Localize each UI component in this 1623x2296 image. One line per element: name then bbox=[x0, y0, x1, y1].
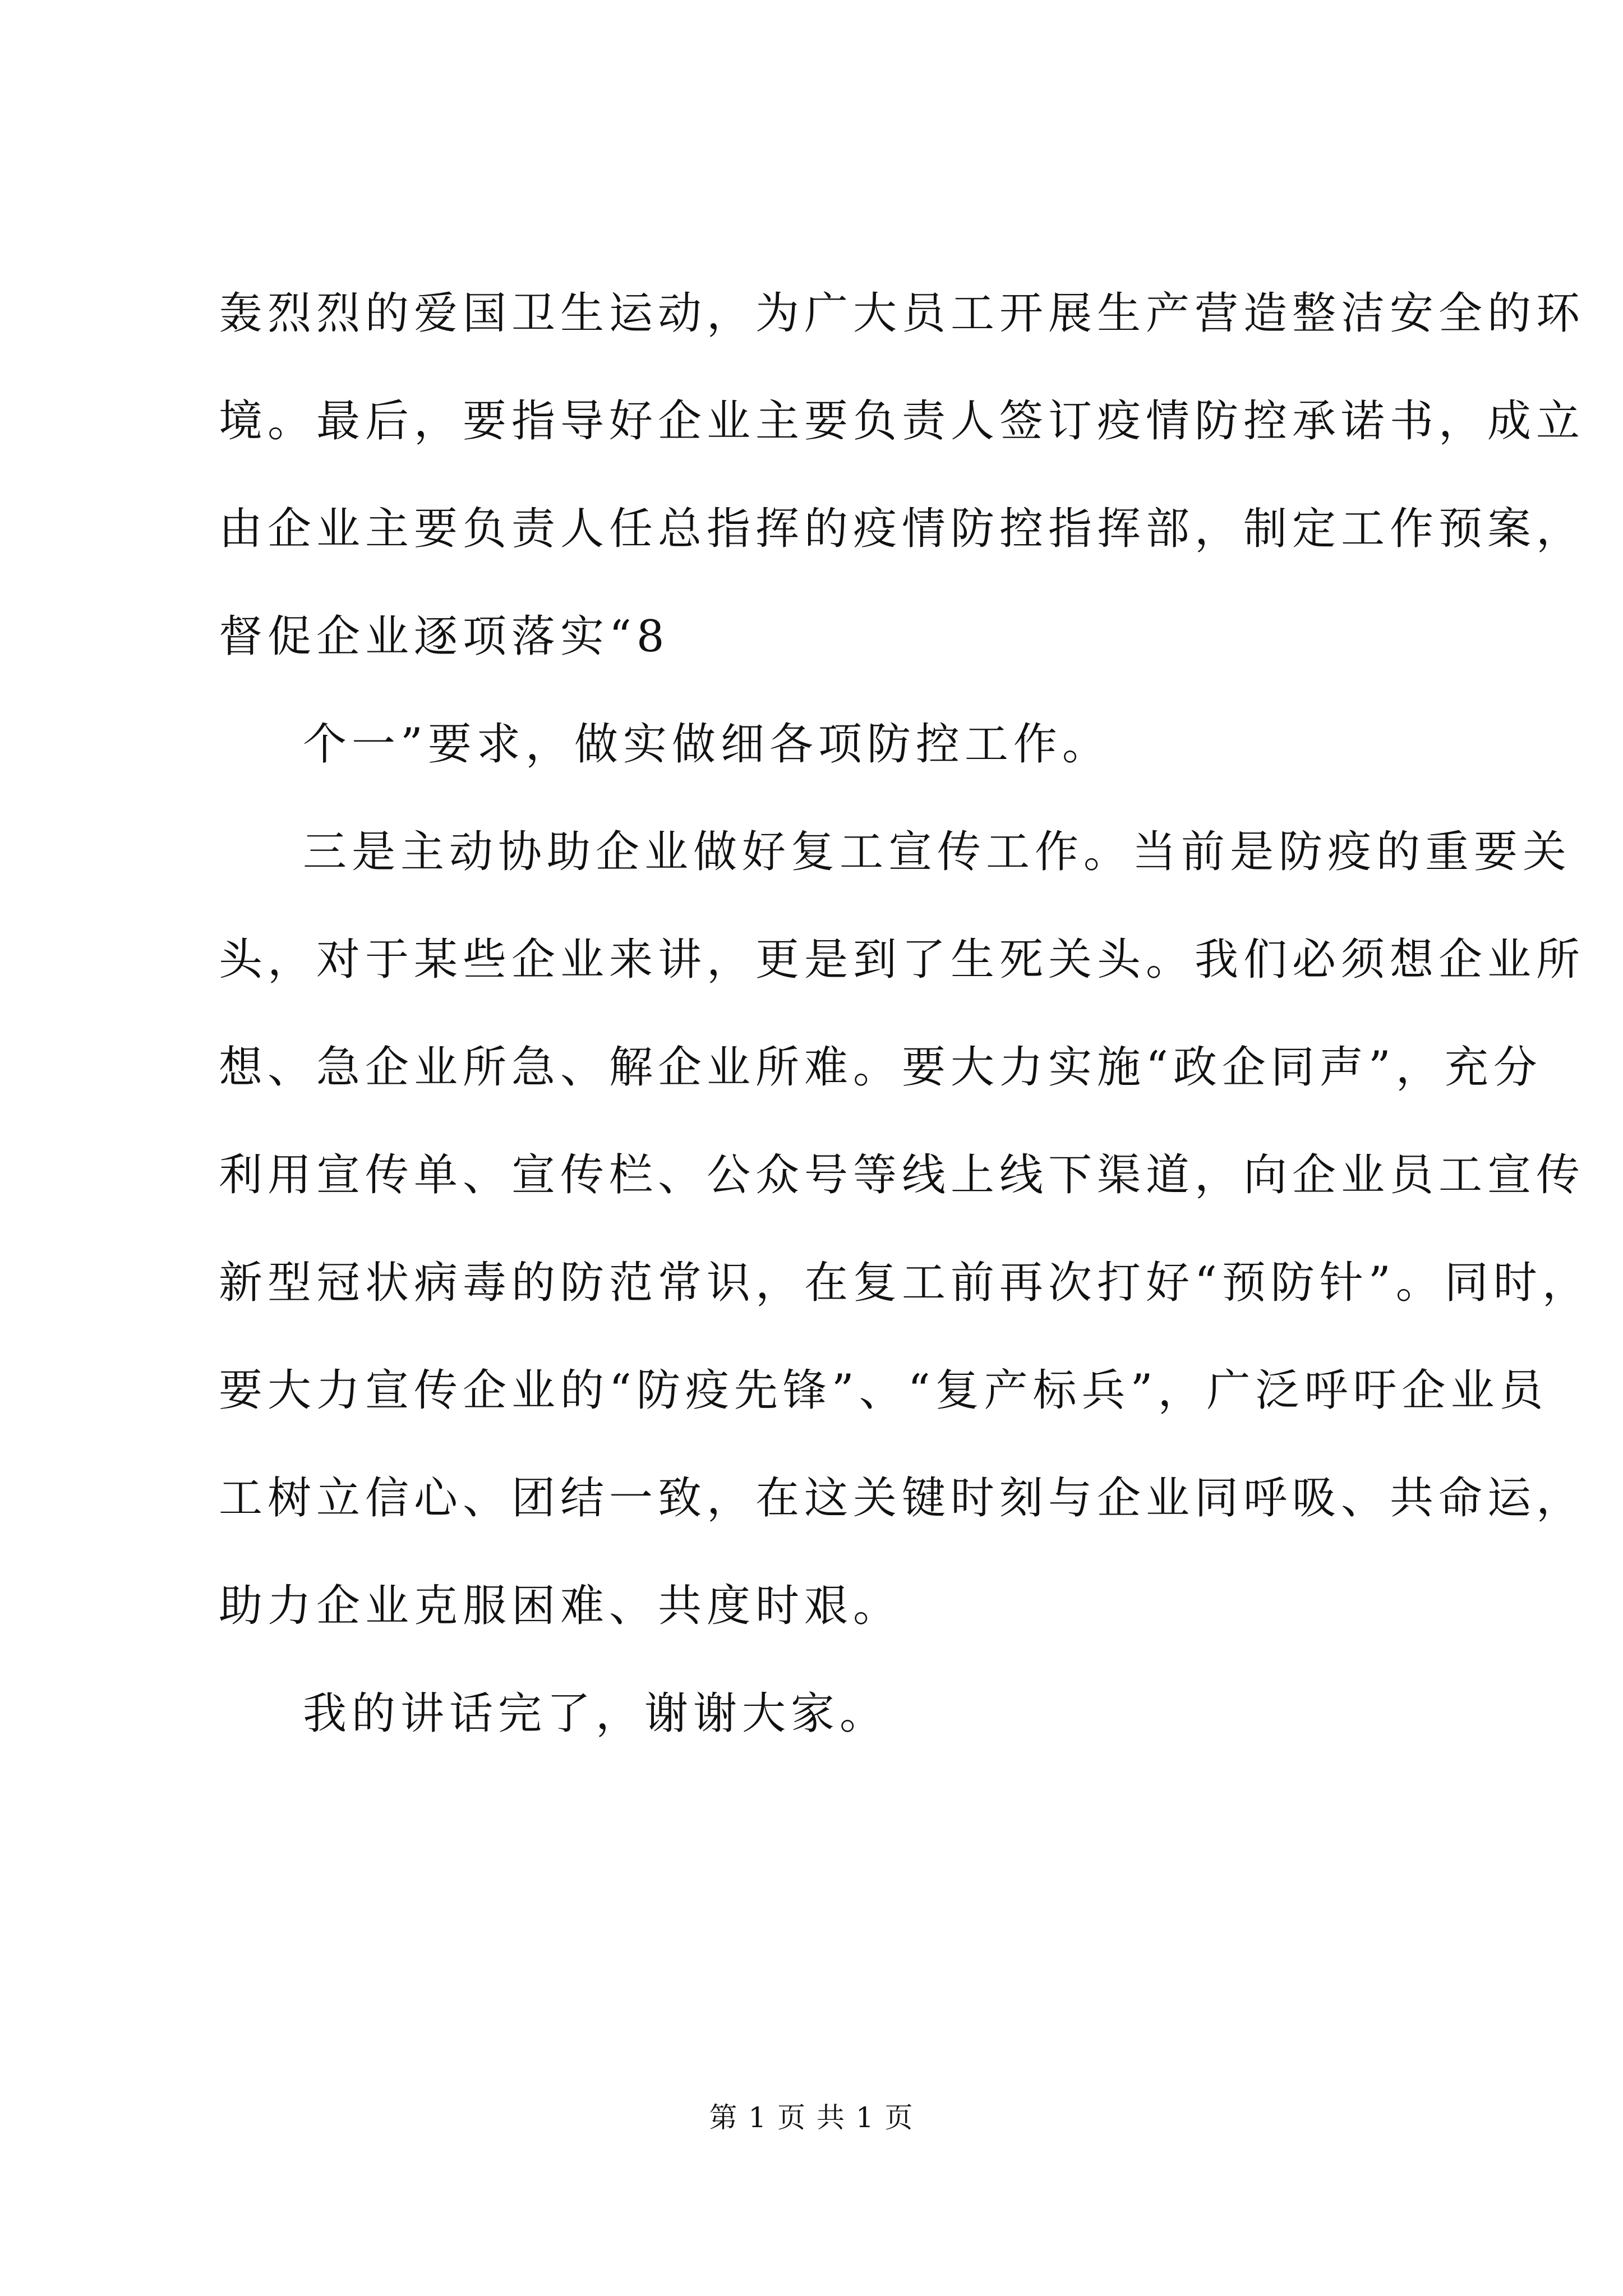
paragraph-line: 督促企业逐项落实“8 bbox=[219, 611, 670, 662]
paragraph-line: 工树立信心、团结一致，在这关键时刻与企业同呼吸、共命运， bbox=[219, 1473, 1585, 1524]
paragraph-line: 利用宣传单、宣传栏、公众号等线上线下渠道，向企业员工宣传 bbox=[219, 1150, 1585, 1200]
paragraph-line: 个一”要求，做实做细各项防控工作。 bbox=[303, 719, 1111, 770]
paragraph-line: 新型冠状病毒的防范常识，在复工前再次打好“预防针”。同时， bbox=[219, 1258, 1591, 1308]
paragraph-line: 助力企业克服困难、共度时艰。 bbox=[219, 1581, 902, 1631]
paragraph-line: 想、急企业所急、解企业所难。要大力实施“政企同声”，充分 bbox=[219, 1042, 1542, 1093]
paragraph-line: 头，对于某些企业来讲，更是到了生死关头。我们必须想企业所 bbox=[219, 935, 1585, 985]
page-number-footer: 第 1 页 共 1 页 bbox=[709, 2101, 914, 2134]
paragraph-line: 我的讲话完了，谢谢大家。 bbox=[303, 1688, 889, 1739]
paragraph-line: 轰烈烈的爱国卫生运动，为广大员工开展生产营造整洁安全的环 bbox=[219, 288, 1585, 339]
paragraph-line: 要大力宣传企业的“防疫先锋”、“复产标兵”，广泛呼吁企业员 bbox=[219, 1365, 1548, 1416]
paragraph-line: 由企业主要负责人任总指挥的疫情防控指挥部，制定工作预案， bbox=[219, 504, 1585, 554]
paragraph-line: 三是主动协助企业做好复工宣传工作。当前是防疫的重要关 bbox=[303, 827, 1572, 877]
paragraph-line: 境。最后，要指导好企业主要负责人签订疫情防控承诺书，成立 bbox=[219, 396, 1585, 447]
